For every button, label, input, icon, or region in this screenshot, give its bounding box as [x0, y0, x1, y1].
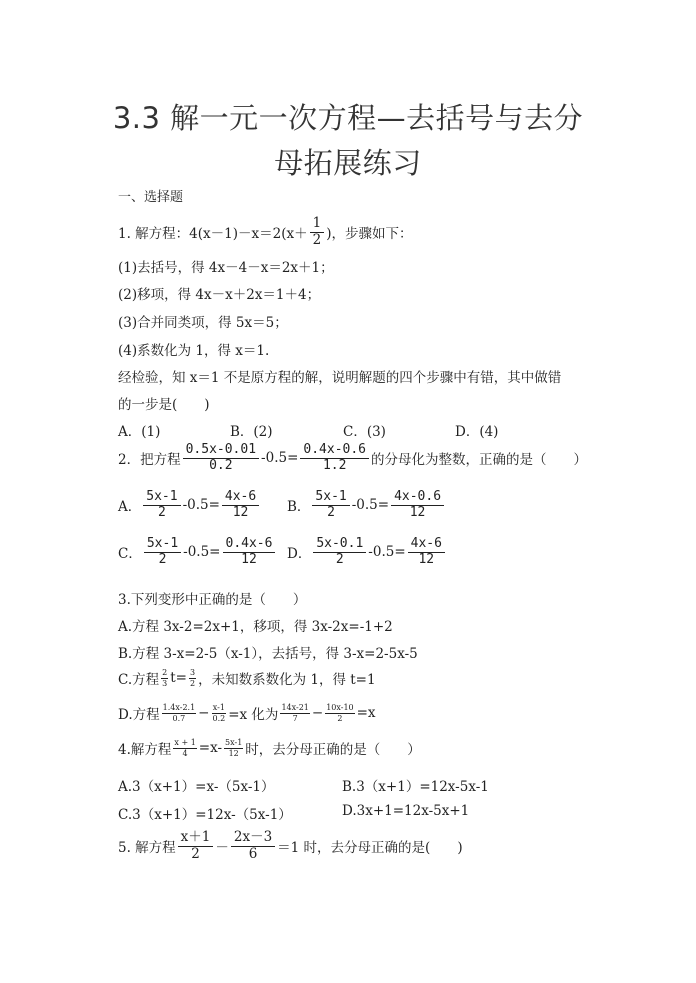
q3-d-pre: D.方程 — [118, 707, 160, 724]
q2-fraction-1 — [183, 443, 259, 474]
section-heading: 一、选择题 — [118, 190, 184, 205]
q3-d-d1: 0.7 — [172, 713, 186, 723]
q1-option-c: C．(3) — [343, 424, 386, 440]
q2-d-n2: 4x-6 — [408, 537, 445, 553]
q2-a-mid: -0.5= — [182, 497, 220, 514]
q3-d-frac1 — [162, 703, 197, 723]
q2-a-n2: 4x-6 — [222, 490, 259, 506]
q5-frac2 — [231, 830, 275, 862]
q2-c-mid: -0.5= — [183, 544, 221, 561]
q2-b-frac1 — [312, 490, 349, 521]
q5-d1: 2 — [191, 845, 200, 862]
q3-c-pre: C.方程 — [118, 672, 160, 689]
q2-a-label: A． — [118, 499, 142, 516]
q2-c-label: C． — [118, 546, 142, 563]
q3-option-d — [118, 703, 376, 723]
q4-pre: 4.解方程 — [118, 742, 172, 759]
q2-a-frac1 — [143, 490, 180, 521]
q1-stem-text-b: )，步骤如下： — [326, 226, 413, 243]
q5-minus: － — [215, 840, 229, 857]
q2-d-d1: 2 — [335, 551, 344, 567]
q3-d-d3: 7 — [292, 713, 298, 723]
doc-title-line2: 母拓展练习 — [274, 146, 422, 180]
q2-c-n2: 0.4x-6 — [223, 537, 276, 553]
q2-fraction-2 — [300, 443, 369, 474]
q3-d-d4: 2 — [337, 713, 343, 723]
q3-d-minus2: − — [311, 705, 324, 722]
q3-d-frac3 — [280, 703, 309, 723]
q5-frac1 — [178, 830, 214, 862]
q2-option-c — [118, 537, 277, 568]
q3-c-n2: 3 — [189, 668, 196, 677]
q3-d-d2: 0.2 — [212, 713, 226, 723]
q2-c-frac2 — [223, 537, 276, 568]
q2-a-d2: 12 — [232, 504, 249, 520]
q3-d-n3: 14x-21 — [281, 703, 309, 712]
q2-prefix: 2．把方程 — [118, 452, 181, 469]
q1-check-line2: 的一步是( ) — [118, 397, 210, 413]
q1-frac-den: 2 — [312, 231, 322, 248]
q4-option-b: B.3（x+1）=12x-5x-1 — [342, 779, 489, 795]
q3-d-n4: 10x-10 — [326, 703, 354, 712]
q2-option-d — [287, 537, 447, 568]
q4-mid: =x- — [198, 740, 223, 757]
q3-d-end: =x — [356, 705, 376, 722]
q3-c-d2: 2 — [189, 678, 196, 688]
q5-n2: 2x－3 — [231, 830, 275, 847]
q3-d-n1: 1.4x-2.1 — [162, 703, 196, 712]
q4-option-a: A.3（x+1）=x-（5x-1） — [118, 779, 275, 795]
q4-frac2 — [224, 738, 243, 758]
q2-suffix: 的分母化为整数，正确的是（ ） — [371, 452, 588, 469]
q1-frac-num: 1 — [310, 216, 325, 233]
q4-frac1 — [173, 738, 196, 758]
q2-f1-num: 0.5x-0.01 — [183, 443, 259, 459]
q3-d-mid: =x 化为 — [228, 707, 279, 724]
q2-b-label: B． — [287, 499, 311, 516]
q2-f2-den: 1.2 — [322, 457, 347, 473]
q3-d-n2: x-1 — [212, 703, 225, 712]
q1-step-2: (2)移项，得 4x－x＋2x＝1＋4； — [118, 287, 321, 303]
q3-d-frac4 — [325, 703, 354, 723]
q2-b-n2: 4x-0.6 — [391, 490, 444, 506]
q2-b-d2: 12 — [409, 504, 426, 520]
q2-d-n1: 5x-0.1 — [313, 537, 366, 553]
q1-step-3: (3)合并同类项，得 5x＝5； — [118, 315, 288, 331]
q5-post: ＝1 时，去分母正确的是( ) — [277, 840, 463, 857]
q5-stem — [118, 830, 463, 862]
q3-c-n1: 2 — [162, 668, 168, 677]
q3-c-d1: 3 — [162, 678, 168, 688]
q2-b-d1: 2 — [327, 504, 335, 520]
doc-title-line1: 3.3 解一元一次方程—去括号与去分 — [112, 101, 584, 135]
q1-option-b: B．(2) — [230, 424, 273, 440]
q2-f1-den: 0.2 — [209, 457, 233, 473]
q2-d-frac2 — [408, 537, 445, 568]
q2-stem — [118, 443, 587, 474]
q2-option-a — [118, 490, 261, 521]
q2-d-mid: -0.5= — [368, 544, 406, 561]
q2-c-frac1 — [144, 537, 181, 568]
q2-c-d1: 2 — [158, 551, 167, 567]
q2-a-d1: 2 — [157, 504, 166, 520]
q3-stem: 3.下列变形中正确的是（ ） — [118, 592, 307, 608]
q3-option-a: A.方程 3x-2=2x+1，移项，得 3x-2x=-1+2 — [118, 619, 393, 635]
q2-c-n1: 5x-1 — [144, 537, 181, 553]
q3-d-frac2 — [211, 703, 226, 723]
q1-option-d: D．(4) — [455, 424, 499, 440]
q2-a-n1: 5x-1 — [143, 490, 180, 506]
q1-stem — [118, 216, 412, 248]
q1-stem-text-a: 1. 解方程：4(x－1)－x＝2(x＋ — [118, 226, 308, 243]
q3-c-mid: t= — [170, 670, 187, 687]
q2-b-frac2 — [391, 490, 444, 521]
q1-option-a: A．(1) — [118, 424, 161, 440]
q4-post: 时，去分母正确的是（ ） — [245, 742, 421, 759]
q3-option-b: B.方程 3-x=2-5（x-1），去括号，得 3-x=2-5x-5 — [118, 646, 418, 662]
q4-n1: x + 1 — [174, 738, 196, 747]
q1-check-line1: 经检验，知 x＝1 不是原方程的解，说明解题的四个步骤中有错，其中做错 — [118, 370, 562, 386]
q2-a-frac2 — [222, 490, 259, 521]
q4-option-d: D.3x+1=12x-5x+1 — [342, 803, 470, 819]
q4-d2: 12 — [228, 748, 239, 758]
q2-d-frac1 — [313, 537, 366, 568]
q1-step-1: (1)去括号，得 4x－4－x＝2x＋1； — [118, 260, 334, 276]
q2-d-d2: 12 — [418, 551, 435, 567]
q4-stem — [118, 738, 421, 758]
q3-c-post: ，未知数系数化为 1，得 t=1 — [198, 672, 376, 689]
q2-b-n1: 5x-1 — [312, 490, 349, 506]
q4-n2: 5x-1 — [225, 738, 243, 747]
q2-b-mid: -0.5= — [351, 497, 390, 514]
q1-fraction — [310, 216, 325, 248]
q5-pre: 5. 解方程 — [118, 840, 176, 857]
q1-step-4: (4)系数化为 1，得 x＝1. — [118, 343, 270, 359]
q3-d-minus: − — [198, 705, 210, 722]
q2-c-d2: 12 — [241, 551, 257, 567]
q2-f2-num: 0.4x-0.6 — [300, 443, 369, 459]
q2-mid: -0.5= — [261, 450, 299, 467]
q3-c-frac2 — [189, 668, 196, 688]
q2-option-b — [287, 490, 446, 521]
q3-option-c — [118, 668, 376, 688]
q4-d1: 4 — [182, 748, 188, 758]
q4-option-c: C.3（x+1）=12x-（5x-1） — [118, 807, 292, 823]
q2-d-label: D． — [287, 546, 312, 563]
q3-c-frac1 — [161, 668, 168, 688]
q5-n1: x＋1 — [178, 830, 214, 847]
q5-d2: 6 — [248, 845, 258, 862]
